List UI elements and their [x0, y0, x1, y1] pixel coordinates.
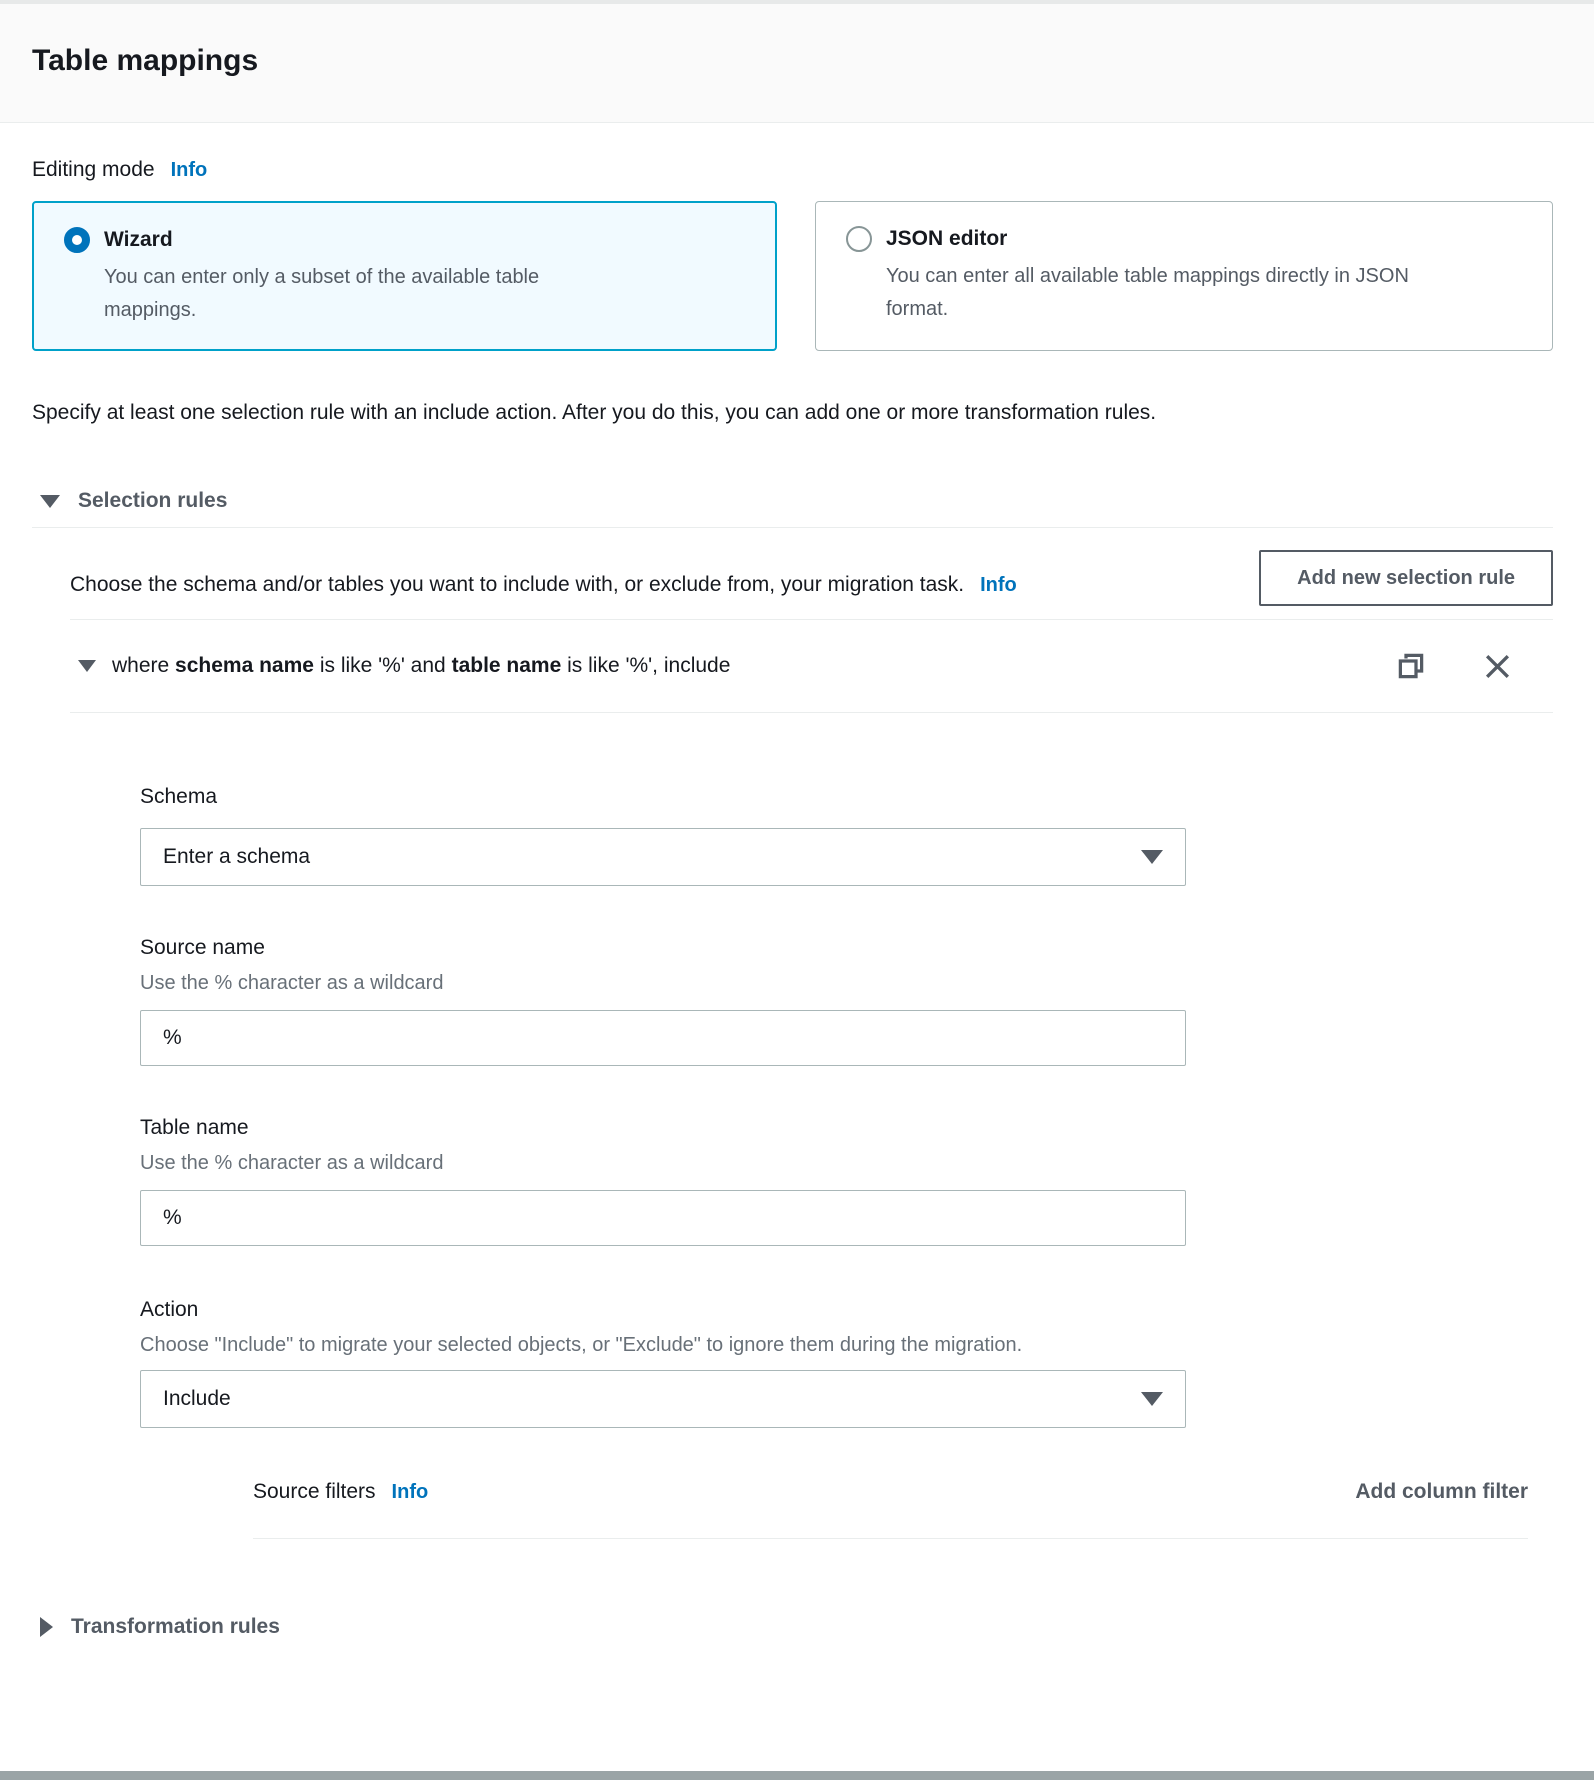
- table-name-hint: Use the % character as a wildcard: [140, 1152, 444, 1174]
- action-select-value: Include: [163, 1387, 231, 1410]
- json-editor-mode-card[interactable]: [815, 201, 1553, 351]
- rule-summary-schema: schema name: [175, 654, 314, 677]
- json-editor-card-label: JSON editor: [886, 227, 1008, 250]
- source-name-field-group: [140, 934, 1553, 1066]
- rule-summary-suffix: is like '%', include: [567, 654, 731, 677]
- source-name-hint: Use the % character as a wildcard: [140, 972, 444, 994]
- action-select[interactable]: [140, 1370, 1186, 1428]
- selection-rules-description: [70, 550, 1017, 604]
- chevron-right-icon: [40, 1617, 53, 1637]
- wizard-card-description: You can enter only a subset of the available table mappings.: [104, 266, 540, 321]
- selection-rule-body: [32, 783, 1553, 1539]
- editing-mode-row: [32, 157, 1553, 183]
- selection-rules-title: Selection rules: [78, 489, 228, 512]
- divider: [253, 1538, 1528, 1539]
- editing-mode-info-link[interactable]: Info: [170, 159, 208, 181]
- divider: [32, 527, 1553, 528]
- rule-summary-mid: is like '%' and: [319, 654, 446, 677]
- editing-mode-cards: [32, 201, 1553, 351]
- rule-chevron-down-icon[interactable]: [78, 660, 96, 672]
- source-filters-info-link[interactable]: Info: [391, 1480, 429, 1503]
- remove-rule-button[interactable]: [1482, 651, 1513, 682]
- schema-field-group: [140, 783, 1553, 886]
- action-hint: Choose "Include" to migrate your selected objects, or "Exclude" to ignore them during the migration.: [140, 1334, 1023, 1356]
- wizard-card-label: Wizard: [104, 228, 173, 251]
- copy-rule-button[interactable]: [1396, 651, 1426, 681]
- transformation-rules-section-header[interactable]: [32, 1613, 1553, 1641]
- action-field-group: [140, 1296, 1553, 1428]
- add-column-filter-button[interactable]: Add column filter: [1355, 1480, 1528, 1503]
- chevron-down-icon: [1141, 850, 1163, 864]
- selection-rules-section-header[interactable]: [32, 487, 1553, 515]
- table-name-label: Table name: [140, 1116, 249, 1139]
- wizard-radio[interactable]: [64, 227, 90, 253]
- source-filters-label: Source filters: [253, 1480, 376, 1503]
- copy-icon: [1396, 651, 1426, 681]
- rule-summary-table: table name: [451, 654, 562, 677]
- selection-rules-description-row: [32, 550, 1553, 606]
- panel-header: [0, 0, 1594, 123]
- rule-summary-where: where: [112, 654, 170, 677]
- source-name-label: Source name: [140, 936, 265, 959]
- source-name-input[interactable]: [140, 1010, 1186, 1066]
- chevron-down-icon: [40, 495, 60, 508]
- intro-text: Specify at least one selection rule with an include action. After you do this, you can add one or more transformation rules.: [32, 401, 1157, 424]
- selection-rules-info-link[interactable]: Info: [980, 574, 1017, 596]
- wizard-mode-card[interactable]: [32, 201, 777, 351]
- editing-mode-label: Editing mode: [32, 158, 155, 181]
- chevron-down-icon: [1141, 1392, 1163, 1406]
- source-filters-section: [253, 1478, 1528, 1539]
- json-editor-radio[interactable]: [846, 226, 872, 252]
- selection-rules-description-text: Choose the schema and/or tables you want to include with, or exclude from, your migration task.: [70, 573, 965, 596]
- page-title: Table mappings: [32, 44, 259, 77]
- rule-summary: [112, 654, 730, 678]
- close-icon: [1482, 651, 1513, 682]
- schema-select-value: Enter a schema: [163, 845, 311, 868]
- divider: [70, 712, 1553, 713]
- bottom-section-edge: [0, 1771, 1594, 1780]
- schema-select[interactable]: [140, 828, 1186, 886]
- action-label: Action: [140, 1298, 199, 1321]
- transformation-rules-title: Transformation rules: [71, 1615, 280, 1638]
- add-new-selection-rule-button[interactable]: Add new selection rule: [1259, 550, 1553, 606]
- table-name-field-group: [140, 1114, 1553, 1246]
- table-name-input[interactable]: [140, 1190, 1186, 1246]
- selection-rule-header-row: [32, 620, 1553, 712]
- json-editor-card-description: You can enter all available table mappings directly in JSON format.: [886, 265, 1409, 320]
- schema-label: Schema: [140, 785, 218, 808]
